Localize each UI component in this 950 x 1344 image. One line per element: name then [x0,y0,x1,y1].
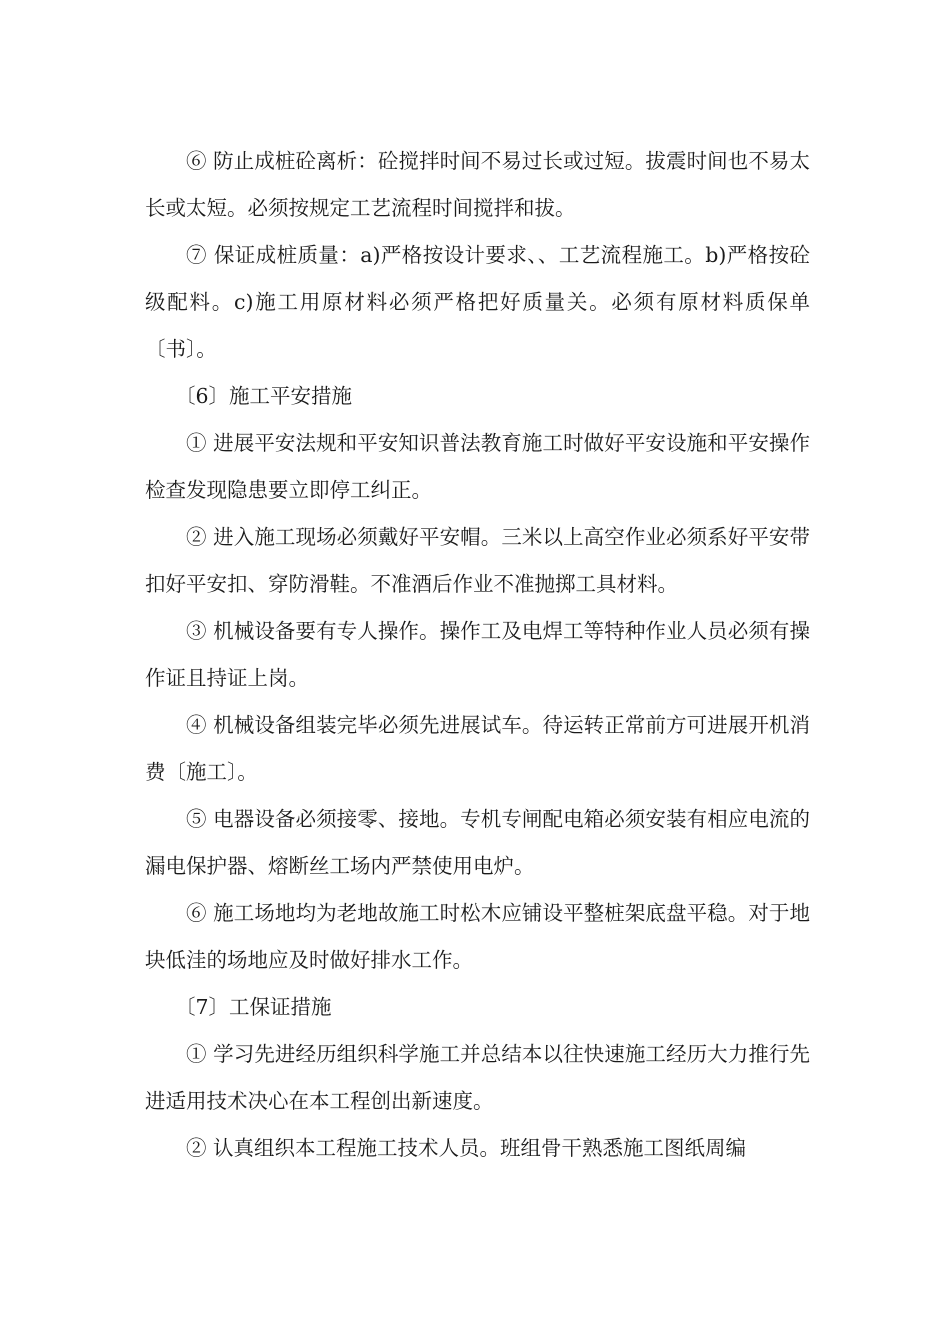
section-heading-safety: 〔6〕施工平安措施 [175,384,353,408]
paragraph-anti-segregation: ⑥ 防止成桩砼离析：砼搅拌时间不易过长或过短。拔震时间也不易太长或太短。必须按规定工艺流程时间搅拌和拔。 [145,149,810,220]
paragraph-technical-staff: ② 认真组织本工程施工技术人员。班组骨干熟悉施工图纸周编 [186,1136,747,1160]
paragraph-machine-test: ④ 机械设备组装完毕必须先进展试车。待运转正常前方可进展开机消费〔施工〕。 [145,713,810,784]
paragraph-electrical-grounding: ⑤ 电器设备必须接零、接地。专机专闸配电箱必须安装有相应电流的漏电保护器、熔断丝工场内严禁使用电炉。 [145,807,810,878]
paragraph-pile-quality: ⑦ 保证成桩质量：a)严格按设计要求、、工艺流程施工。b)严格按砼级配料。c)施工用原材料必须严格把好质量关。必须有原材料质保单〔书〕。 [145,243,810,361]
document-body [145,138,810,1172]
paragraph-safety-helmet: ② 进入施工现场必须戴好平安帽。三米以上高空作业必须系好平安带扣好平安扣、穿防滑鞋。不准酒后作业不准抛掷工具材料。 [145,525,810,596]
section-heading-schedule: 〔7〕工保证措施 [175,995,332,1019]
paragraph-site-drainage: ⑥ 施工场地均为老地故施工时松木应铺设平整桩架底盘平稳。对于地块低洼的场地应及时做好排水工作。 [145,901,810,972]
paragraph-advanced-experience: ① 学习先进经历组织科学施工并总结本以往快速施工经历大力推行先进适用技术决心在本工程创出新速度。 [145,1042,810,1113]
paragraph-machine-operator: ③ 机械设备要有专人操作。操作工及电焊工等特种作业人员必须有操作证且持证上岗。 [145,619,810,690]
paragraph-safety-education: ① 进展平安法规和平安知识普法教育施工时做好平安设施和平安操作检查发现隐患要立即停工纠正。 [145,431,810,502]
